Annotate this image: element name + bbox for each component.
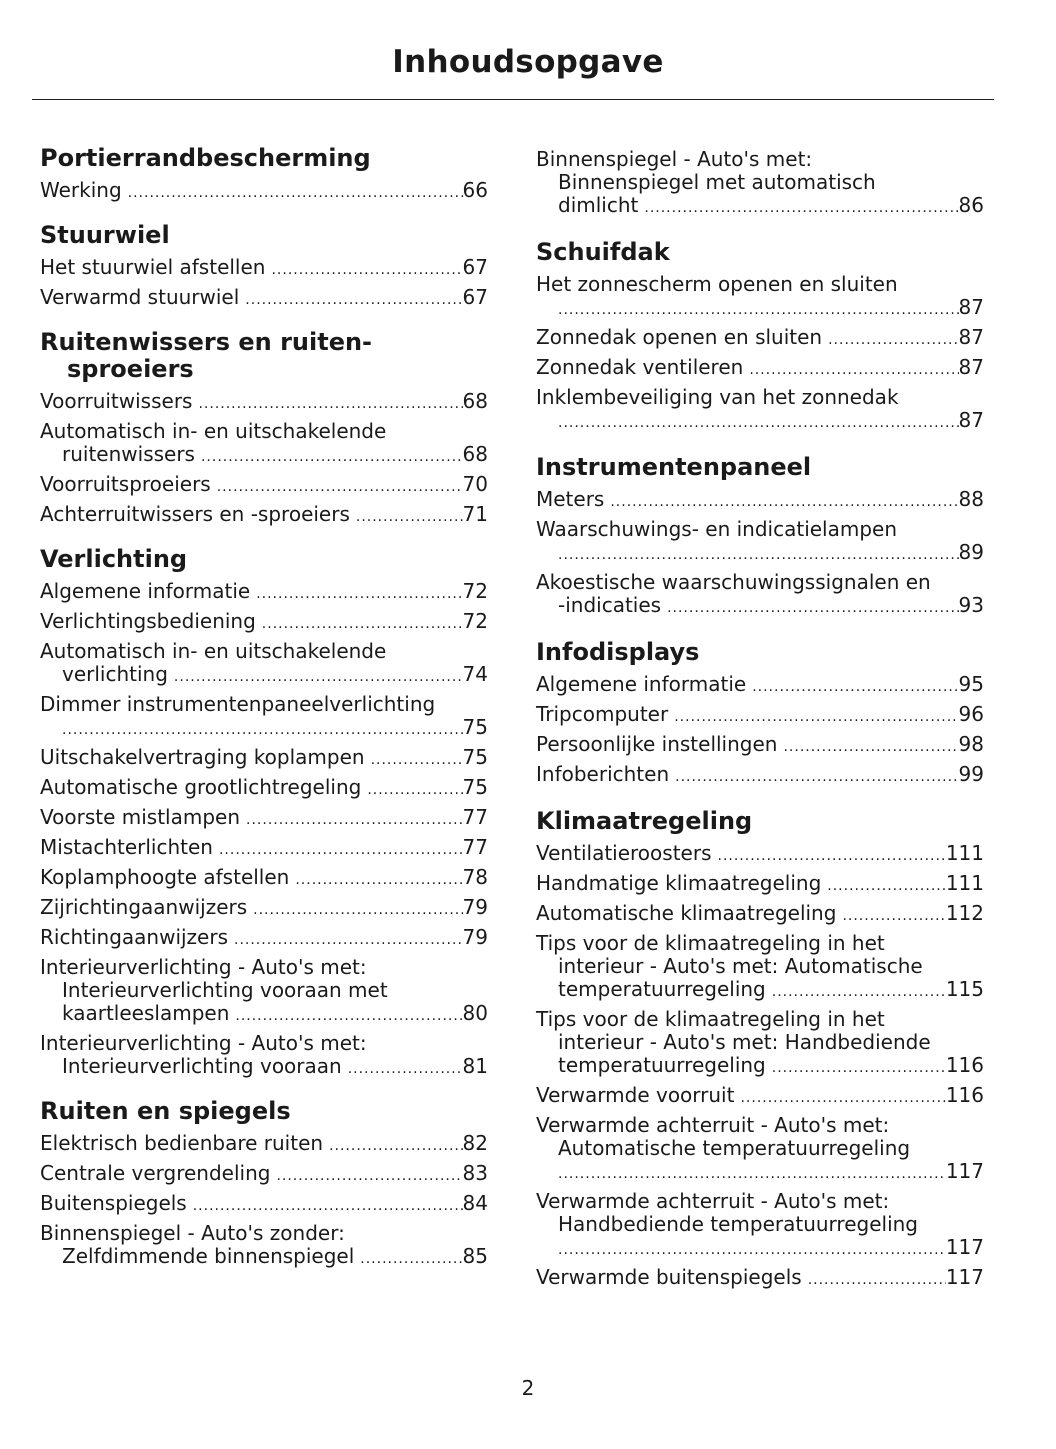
entry-text: Richtingaanwijzers [40,925,228,949]
toc-entry-verwarmde-achterruit-auto-s-met[interactable] [536,1190,984,1259]
entry-text: kaartleeslampen [62,1001,230,1025]
entry-text: interieur - Auto's met: Automatische [558,954,923,978]
page-reference[interactable]: 117 [945,1159,984,1183]
page-reference[interactable]: 82 [462,1131,488,1155]
entry-text: Mistachterlichten [40,835,213,859]
page-reference[interactable]: 88 [958,487,984,511]
entry-text: Centrale vergrendeling [40,1161,271,1185]
entry-page-row [536,1160,984,1183]
entry-page-row [40,806,488,829]
dot-leader [772,985,946,999]
entry-text: Interieurverlichting vooraan met [62,978,388,1002]
entry-page-row [40,716,488,739]
page-reference[interactable]: 68 [462,389,488,413]
page-reference[interactable]: 70 [462,472,488,496]
dot-leader [674,710,958,724]
toc-entry-koplamphoogte-afstellen[interactable] [40,866,488,889]
dot-leader [201,450,463,464]
toc-entry-automatische-klimaatregeling[interactable] [536,902,984,925]
dot-leader [558,1243,946,1257]
toc-entry-elektrisch-bedienbare-ruiten[interactable] [40,1132,488,1155]
entry-text: Automatische temperatuurregeling [558,1136,911,1160]
dot-leader [256,587,462,601]
entry-text: Zelfdimmende binnenspiegel [62,1244,355,1268]
page-reference[interactable]: 67 [462,255,488,279]
toc-entry-infoberichten[interactable] [536,763,984,786]
entry-page-row [536,1266,984,1289]
entry-text: Tips voor de klimaatregeling in het [536,1007,885,1031]
dot-leader [749,363,958,377]
page-reference[interactable]: 95 [958,672,984,696]
entry-page-row [536,326,984,349]
toc-section [40,546,488,1078]
entry-text: Interieurverlichting vooraan [62,1054,342,1078]
dot-leader [295,873,462,887]
page-reference[interactable]: 116 [945,1083,984,1107]
toc-entry-binnenspiegel-auto-s-met[interactable] [536,148,984,217]
section-heading [536,239,984,266]
entry-text: interieur - Auto's met: Handbediende [558,1030,931,1054]
dot-leader [610,495,958,509]
toc-entry-voorruitwissers[interactable] [40,390,488,413]
toc-entry-inklembeveiliging-van-het-zonnedak[interactable] [536,386,984,432]
page-reference[interactable]: 115 [945,977,984,1001]
dot-leader [558,303,959,317]
entry-page-row [40,1002,488,1025]
toc-entry-tips-voor-de-klimaatregeling-in-het[interactable] [536,1008,984,1077]
dot-leader [174,670,463,684]
entry-page-row [536,356,984,379]
entry-page-row [40,580,488,603]
entry-text: temperatuurregeling [558,1053,766,1077]
toc-entry-achterruitwissers-en-sproeiers[interactable] [40,503,488,526]
toc-entry-verwarmde-voorruit[interactable] [536,1084,984,1107]
entry-text: Achterruitwissers en -sproeiers [40,502,350,526]
section-heading [536,808,984,835]
entry-text: Werking [40,178,122,202]
toc-entry-akoestische-waarschuwingssignalen-en[interactable] [536,571,984,617]
section-heading [536,454,984,481]
entry-page-row [40,776,488,799]
dot-leader [718,849,946,863]
toc-entry-persoonlijke-instellingen[interactable] [536,733,984,756]
toc-entry-het-zonnescherm-openen-en-sluiten[interactable] [536,273,984,319]
page-reference[interactable]: 68 [462,442,488,466]
dot-leader [740,1091,945,1105]
toc-entry-handmatige-klimaatregeling[interactable] [536,872,984,895]
entry-page-row [40,896,488,919]
entry-page-row [536,978,984,1001]
dot-leader [667,601,958,615]
page-reference[interactable]: 67 [462,285,488,309]
toc-entry-waarschuwings-en-indicatielampen[interactable] [536,518,984,564]
page-reference[interactable]: 87 [958,355,984,379]
entry-text: Verwarmd stuurwiel [40,285,240,309]
toc-section [40,222,488,309]
dot-leader [558,548,959,562]
dot-leader [348,1062,463,1076]
entry-text: Binnenspiegel met automatisch [558,170,876,194]
entry-page-row [536,1084,984,1107]
toc-entry-automatische-grootlichtregeling[interactable] [40,776,488,799]
section-heading-line: Verlichting [40,545,188,573]
entry-text: verlichting [62,662,168,686]
dot-leader [235,1009,462,1023]
dot-leader [329,1139,462,1153]
page-reference[interactable]: 72 [462,579,488,603]
page-reference[interactable]: 96 [958,702,984,726]
section-heading-line: Stuurwiel [40,221,170,249]
entry-text: Buitenspiegels [40,1191,187,1215]
page-reference[interactable]: 84 [462,1191,488,1215]
toc-section [40,1098,488,1268]
page-reference[interactable]: 89 [958,540,984,564]
entry-text: Dimmer instrumentenpaneelverlichting [40,692,436,716]
page-reference[interactable]: 87 [958,325,984,349]
dot-leader [808,1273,946,1287]
section-heading-line: Ruiten en spiegels [40,1097,291,1125]
entry-text: Het stuurwiel afstellen [40,255,266,279]
entry-page-row [40,836,488,859]
entry-text: Inklembeveiliging van het zonnedak [536,385,899,409]
page-reference[interactable]: 99 [958,762,984,786]
section-heading-line: Klimaatregeling [536,807,753,835]
page-reference[interactable]: 72 [462,609,488,633]
page-reference[interactable]: 75 [462,715,488,739]
dot-leader [558,416,959,430]
section-heading [40,222,488,249]
entry-page-row [40,1162,488,1185]
entry-page-row [40,1055,488,1078]
toc-right-column [536,148,984,1311]
dot-leader [675,770,958,784]
page-number: 2 [521,1376,535,1400]
entry-text: ruitenwissers [62,442,195,466]
dot-leader [276,1169,462,1183]
toc-entry-algemene-informatie[interactable] [40,580,488,603]
toc-entry-tips-voor-de-klimaatregeling-in-het[interactable] [536,932,984,1001]
entry-text: Automatische grootlichtregeling [40,775,362,799]
entry-text: Handbediende temperatuurregeling [558,1212,918,1236]
toc-entry-verlichtingsbediening[interactable] [40,610,488,633]
section-heading [40,329,488,383]
entry-text: temperatuurregeling [558,977,766,1001]
toc-entry-dimmer-instrumentenpaneelverlichting[interactable] [40,693,488,739]
page-reference[interactable]: 112 [945,901,984,925]
entry-page-row [40,179,488,202]
toc-entry-interieurverlichting-auto-s-met[interactable] [40,1032,488,1078]
page-reference[interactable]: 79 [462,895,488,919]
toc-section [536,239,984,432]
page-reference[interactable]: 86 [958,193,984,217]
section-heading [40,546,488,573]
entry-text: dimlicht [558,193,639,217]
dot-leader [262,617,463,631]
toc-entry-meters[interactable] [536,488,984,511]
entry-page-row [40,503,488,526]
entry-text: Voorruitsproeiers [40,472,211,496]
dot-leader [783,740,958,754]
toc-entry-interieurverlichting-auto-s-met[interactable] [40,956,488,1025]
entry-text: Verlichtingsbediening [40,609,256,633]
dot-leader [371,753,463,767]
entry-text: Waarschuwings- en indicatielampen [536,517,898,541]
section-heading-line: Infodisplays [536,638,700,666]
entry-text: Meters [536,487,605,511]
entry-text: Tips voor de klimaatregeling in het [536,931,885,955]
entry-text: Ventilatieroosters [536,841,712,865]
toc-section [536,639,984,786]
dot-leader [217,480,463,494]
toc-section [536,454,984,617]
toc-left-column [40,145,488,1288]
entry-page-row [536,673,984,696]
entry-page-row [536,409,984,432]
toc-entry-algemene-informatie[interactable] [536,673,984,696]
entry-text: Verwarmde voorruit [536,1083,735,1107]
entry-page-row [40,443,488,466]
toc-entry-verwarmde-buitenspiegels[interactable] [536,1266,984,1289]
page-reference[interactable]: 80 [462,1001,488,1025]
toc-entry-zonnedak-ventileren[interactable] [536,356,984,379]
entry-page-row [536,594,984,617]
page-reference[interactable]: 77 [462,805,488,829]
toc-entry-binnenspiegel-auto-s-zonder[interactable] [40,1222,488,1268]
page-reference[interactable]: 71 [462,502,488,526]
dot-leader [558,1167,946,1181]
page-reference[interactable]: 87 [958,295,984,319]
entry-text: Interieurverlichting - Auto's met: [40,1031,367,1055]
entry-page-row [40,610,488,633]
entry-text: Infoberichten [536,762,670,786]
entry-text: Voorruitwissers [40,389,193,413]
dot-leader [842,909,945,923]
entry-text: Algemene informatie [536,672,747,696]
entry-text: Het zonnescherm openen en sluiten [536,272,898,296]
toc-entry-zijrichtingaanwijzers[interactable] [40,896,488,919]
toc-entry-verwarmde-achterruit-auto-s-met[interactable] [536,1114,984,1183]
toc-entry-zonnedak-openen-en-sluiten[interactable] [536,326,984,349]
page-reference[interactable]: 117 [945,1265,984,1289]
dot-leader [356,510,463,524]
section-heading-line: Instrumentenpaneel [536,453,812,481]
entry-page-row [40,286,488,309]
entry-text: Verwarmde buitenspiegels [536,1265,802,1289]
toc-section [40,145,488,202]
toc-section [536,148,984,217]
entry-page-row [536,194,984,217]
toc-entry-uitschakelvertraging-koplampen[interactable] [40,746,488,769]
toc-entry-verwarmd-stuurwiel[interactable] [40,286,488,309]
entry-page-row [536,1054,984,1077]
entry-text: Zijrichtingaanwijzers [40,895,248,919]
dot-leader [772,1061,946,1075]
dot-leader [234,933,463,947]
entry-text: Elektrisch bedienbare ruiten [40,1131,324,1155]
toc-entry-automatisch-in-en-uitschakelende[interactable] [40,420,488,466]
page-reference[interactable]: 78 [462,865,488,889]
toc-entry-voorruitsproeiers[interactable] [40,473,488,496]
section-heading-line: Schuifdak [536,238,670,266]
section-heading-line: Ruitenwissers en ruiten- [40,328,373,356]
dot-leader [198,397,462,411]
entry-page-row [40,746,488,769]
page-reference[interactable]: 93 [958,593,984,617]
toc-entry-het-stuurwiel-afstellen[interactable] [40,256,488,279]
entry-text: Algemene informatie [40,579,251,603]
page-reference[interactable]: 83 [462,1161,488,1185]
dot-leader [246,813,463,827]
entry-page-row [536,733,984,756]
page-reference[interactable]: 77 [462,835,488,859]
dot-leader [644,201,958,215]
page-reference[interactable]: 85 [462,1244,488,1268]
entry-text: Uitschakelvertraging koplampen [40,745,365,769]
page-reference[interactable]: 87 [958,408,984,432]
dot-leader [367,783,462,797]
toc-entry-buitenspiegels[interactable] [40,1192,488,1215]
page-reference[interactable]: 66 [462,178,488,202]
toc-entry-werking[interactable] [40,179,488,202]
dot-leader [752,680,958,694]
dot-leader [62,723,463,737]
entry-page-row [536,296,984,319]
entry-page-row [40,866,488,889]
page-reference[interactable]: 111 [945,841,984,865]
dot-leader [219,843,463,857]
dot-leader [253,903,462,917]
section-heading-line: sproeiers [67,355,194,383]
entry-text: Voorste mistlampen [40,805,241,829]
dot-leader [128,186,463,200]
toc-entry-richtingaanwijzers[interactable] [40,926,488,949]
entry-page-row [536,763,984,786]
entry-text: Handmatige klimaatregeling [536,871,822,895]
page-reference[interactable]: 79 [462,925,488,949]
page-reference[interactable]: 117 [945,1235,984,1259]
entry-page-row [536,872,984,895]
page-reference[interactable]: 81 [462,1054,488,1078]
dot-leader [245,293,462,307]
page-reference[interactable]: 98 [958,732,984,756]
toc-section [40,329,488,526]
entry-text: Binnenspiegel - Auto's zonder: [40,1221,345,1245]
entry-page-row [40,926,488,949]
entry-page-row [536,488,984,511]
entry-page-row [40,390,488,413]
entry-page-row [40,256,488,279]
entry-page-row [536,1236,984,1259]
dot-leader [360,1252,462,1266]
page-title: Inhoudsopgave [392,44,664,80]
page-reference[interactable]: 75 [462,775,488,799]
dot-leader [271,263,462,277]
toc-entry-centrale-vergrendeling[interactable] [40,1162,488,1185]
page-reference[interactable]: 74 [462,662,488,686]
toc-entry-tripcomputer[interactable] [536,703,984,726]
entry-page-row [536,902,984,925]
entry-page-row [40,473,488,496]
entry-text: Automatische klimaatregeling [536,901,837,925]
entry-page-row [536,703,984,726]
entry-text: -indicaties [558,593,662,617]
section-heading [40,145,488,172]
toc-entry-mistachterlichten[interactable] [40,836,488,859]
entry-text: Akoestische waarschuwingssignalen en [536,570,931,594]
entry-text: Verwarmde achterruit - Auto's met: [536,1113,890,1137]
entry-page-row [536,541,984,564]
toc-entry-automatisch-in-en-uitschakelende[interactable] [40,640,488,686]
entry-text: Verwarmde achterruit - Auto's met: [536,1189,890,1213]
entry-page-row [536,842,984,865]
entry-page-row [40,1192,488,1215]
entry-page-row [40,663,488,686]
dot-leader [827,879,946,893]
entry-text: Binnenspiegel - Auto's met: [536,147,813,171]
section-heading [40,1098,488,1125]
toc-section [536,808,984,1289]
entry-page-row [40,1132,488,1155]
entry-page-row [40,1245,488,1268]
entry-text: Persoonlijke instellingen [536,732,778,756]
entry-text: Interieurverlichting - Auto's met: [40,955,367,979]
section-heading-line: Portierrandbescherming [40,144,371,172]
entry-text: Tripcomputer [536,702,669,726]
page-reference[interactable]: 111 [945,871,984,895]
page-reference[interactable]: 75 [462,745,488,769]
section-heading [536,639,984,666]
entry-text: Koplamphoogte afstellen [40,865,290,889]
page-reference[interactable]: 116 [945,1053,984,1077]
dot-leader [193,1199,463,1213]
entry-text: Zonnedak ventileren [536,355,744,379]
toc-entry-ventilatieroosters[interactable] [536,842,984,865]
entry-text: Automatisch in- en uitschakelende [40,639,387,663]
entry-text: Zonnedak openen en sluiten [536,325,823,349]
entry-text: Automatisch in- en uitschakelende [40,419,387,443]
title-divider [32,99,994,100]
dot-leader [828,333,958,347]
toc-entry-voorste-mistlampen[interactable] [40,806,488,829]
